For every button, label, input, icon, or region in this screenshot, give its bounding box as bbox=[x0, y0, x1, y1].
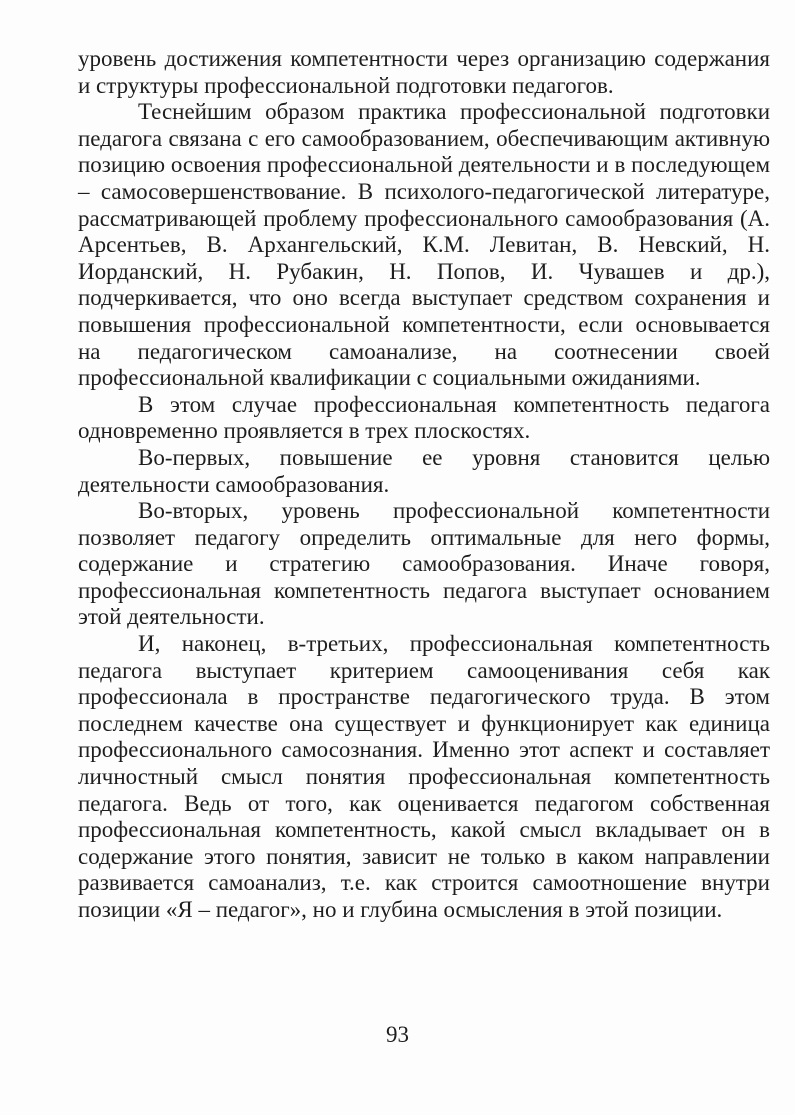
paragraph: Теснейшим образом практика профессиональной подготовки педагога связана с его самообразованием, обеспечивающим активную позицию освоения профессиональной деятельности и в последующем – самосовершенствование. В психолого-педагогической литературе, рассматривающей проблему профессионального самообразования (А. Арсентьев, В. Архангельский, К.М. Левитан, В. Невский, Н. Иорданский, Н. Рубакин, Н. Попов, И. Чувашев и др.), подчеркивается, что оно всегда выступает средством сохранения и повышения профессиональной компетентности, если основывается на педагогическом самоанализе, на соотнесении своей профессиональной квалификации с социальными ожиданиями. bbox=[78, 99, 770, 391]
paragraph-continuation: уровень достижения компетентности через организацию содержания и структуры профессиональной подготовки педагогов. bbox=[78, 46, 770, 98]
paragraph: Во-вторых, уровень профессиональной компетентности позволяет педагогу определить оптимальные для него формы, содержание и стратегию самообразования. Иначе говоря, профессиональная компетентность педагога выступает основанием этой деятельности. bbox=[78, 498, 770, 630]
paragraph: И, наконец, в-третьих, профессиональная компетентность педагога выступает критерием самооценивания себя как профессионала в пространстве педагогического труда. В этом последнем качестве она существует и функционирует как единица профессионального самосознания. Именно этот аспект и составляет личностный смысл понятия профессиональная компетентность педагога. Ведь от того, как оценивается педагогом собственная профессиональная компетентность, какой смысл вкладывает он в содержание этого понятия, зависит не только в каком направлении развивается самоанализ, т.е. как строится самоотношение внутри позиции «Я – педагог», но и глубина осмысления в этой позиции. bbox=[78, 631, 770, 922]
body-text bbox=[78, 46, 770, 924]
paragraph: Во-первых, повышение ее уровня становится целью деятельности самообразования. bbox=[78, 444, 770, 497]
page-number: 93 bbox=[386, 1022, 409, 1047]
paragraph: В этом случае профессиональная компетентность педагога одновременно проявляется в трех плоскостях. bbox=[78, 391, 770, 444]
